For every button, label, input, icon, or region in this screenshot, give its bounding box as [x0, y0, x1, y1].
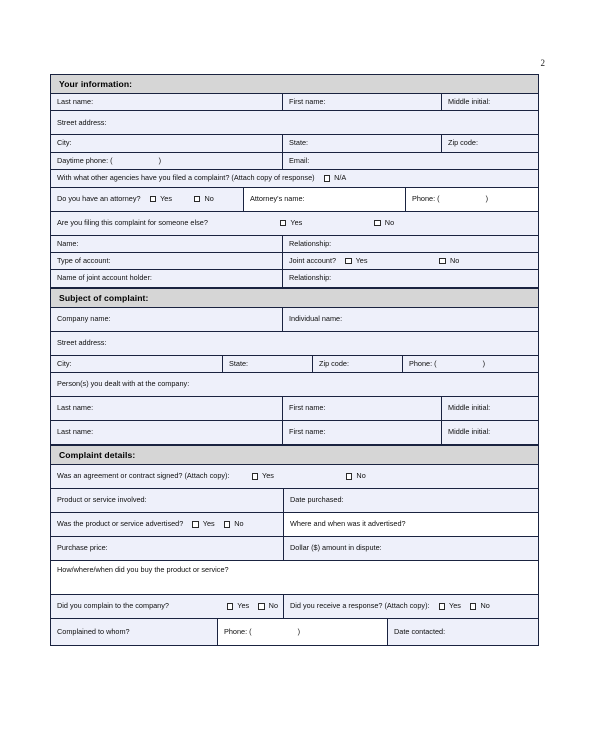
label-na: N/A: [334, 173, 347, 183]
row-name-relationship: [51, 236, 538, 253]
label-daytime-phone-close: ): [158, 155, 162, 165]
row-product-date: [51, 489, 538, 513]
field-complained-to-whom[interactable]: [51, 619, 218, 645]
label-attorney-yes: Yes: [160, 193, 172, 203]
checkbox-complain-no-icon[interactable]: [258, 603, 265, 610]
field-purchase-price[interactable]: [51, 537, 284, 560]
label-response-no: No: [480, 601, 490, 611]
label-agreement-yes: Yes: [262, 471, 274, 481]
label-joint-holder-name: Name of joint account holder:: [57, 273, 152, 283]
checkbox-filing-yes-icon[interactable]: [280, 220, 287, 227]
label-middle-initial: Middle initial:: [448, 97, 491, 106]
field-contact2-first-name[interactable]: [283, 421, 442, 444]
field-attorney-phone[interactable]: [406, 188, 538, 211]
row-city-state-zip: [51, 135, 538, 152]
label-daytime-phone: Daytime phone: (: [57, 155, 113, 165]
label-contact2-first-name: First name:: [289, 427, 326, 437]
label-subject-zip-code: Zip code:: [319, 358, 350, 368]
row-subject-city-state-zip-phone: [51, 356, 538, 373]
field-contact1-middle-initial[interactable]: [442, 397, 538, 420]
row-advertised: [51, 513, 538, 537]
field-how-where-when[interactable]: [51, 561, 538, 594]
option-attorney-yes[interactable]: [150, 195, 172, 203]
option-agreement-yes[interactable]: [252, 472, 274, 480]
field-state[interactable]: [283, 135, 442, 151]
field-type-of-account[interactable]: [51, 253, 283, 269]
field-was-advertised[interactable]: [51, 513, 284, 536]
checkbox-advertised-no-icon[interactable]: [224, 521, 231, 528]
option-complain-yes[interactable]: [227, 602, 249, 610]
field-email[interactable]: [283, 153, 538, 169]
complaint-form: [50, 74, 539, 646]
label-other-agencies: With what other agencies have you filed a complaint? (Attach copy of response): [57, 173, 315, 183]
field-street-address[interactable]: [51, 111, 538, 134]
field-dollar-amount[interactable]: [284, 537, 538, 560]
page-number: 2: [540, 58, 545, 68]
label-have-attorney: Do you have an attorney?: [57, 193, 141, 203]
option-na[interactable]: [324, 174, 347, 182]
label-where-advertised: Where and when was it advertised?: [290, 519, 406, 529]
label-joint-yes: Yes: [355, 255, 368, 265]
row-complain-response: [51, 595, 538, 619]
label-individual-name: Individual name:: [289, 314, 343, 324]
row-complained-to-whom: [51, 619, 538, 645]
label-zip-code: Zip code:: [448, 138, 479, 148]
label-did-receive-response: Did you receive a response? (Attach copy):: [290, 601, 430, 611]
label-relationship: Relationship:: [289, 238, 332, 248]
field-did-receive-response[interactable]: [284, 595, 538, 618]
section-header-complaint-details: Complaint details:: [51, 445, 538, 465]
label-purchase-price: Purchase price:: [57, 543, 108, 553]
option-complain-no[interactable]: [258, 602, 278, 610]
label-response-yes: Yes: [449, 601, 461, 611]
field-contact2-middle-initial[interactable]: [442, 421, 538, 444]
field-subject-city[interactable]: [51, 356, 223, 372]
row-price-dispute: [51, 537, 538, 561]
checkbox-attorney-no-icon[interactable]: [194, 196, 201, 203]
label-subject-phone: Phone: (: [409, 358, 437, 368]
label-dollar-amount: Dollar ($) amount in dispute:: [290, 543, 382, 553]
option-response-no[interactable]: [470, 602, 490, 610]
label-date-contacted: Date contacted:: [394, 626, 446, 636]
label-attorney-phone: Phone: (: [412, 193, 440, 203]
field-last-name[interactable]: [51, 94, 283, 110]
option-joint-yes[interactable]: [345, 257, 367, 265]
label-did-complain: Did you complain to the company?: [57, 601, 169, 611]
row-attorney: [51, 188, 538, 212]
field-product-service[interactable]: [51, 489, 284, 512]
label-contact1-middle-initial: Middle initial:: [448, 403, 491, 413]
option-joint-no[interactable]: [439, 257, 459, 265]
field-did-complain[interactable]: [51, 595, 284, 618]
checkbox-response-no-icon[interactable]: [470, 603, 477, 610]
row-filing-for-someone: [51, 212, 538, 236]
row-how-where-when: [51, 561, 538, 595]
option-agreement-no[interactable]: [346, 472, 366, 480]
section-header-your-information: Your information:: [51, 75, 538, 94]
field-subject-state[interactable]: [223, 356, 313, 372]
label-subject-street-address: Street address:: [57, 338, 107, 348]
checkbox-filing-no-icon[interactable]: [374, 220, 381, 227]
label-was-advertised: Was the product or service advertised?: [57, 519, 184, 529]
label-complain-yes: Yes: [237, 601, 250, 611]
field-city[interactable]: [51, 135, 283, 151]
label-state: State:: [289, 138, 309, 148]
field-individual-name[interactable]: [283, 308, 538, 331]
label-subject-state: State:: [229, 358, 249, 368]
field-joint-holder-name[interactable]: [51, 270, 283, 286]
option-attorney-no[interactable]: [194, 195, 214, 203]
row-other-agencies: [51, 170, 538, 187]
label-subject-phone-close: ): [482, 358, 486, 368]
field-filing-for-someone[interactable]: [51, 212, 538, 235]
row-name: [51, 94, 538, 111]
field-subject-phone[interactable]: [403, 356, 538, 372]
field-have-attorney[interactable]: [51, 188, 244, 211]
field-first-name[interactable]: [283, 94, 442, 110]
field-date-purchased[interactable]: [284, 489, 538, 512]
label-contact2-middle-initial: Middle initial:: [448, 427, 491, 437]
label-agreement-no: No: [356, 471, 366, 481]
label-date-purchased: Date purchased:: [290, 495, 344, 505]
row-joint-holder: [51, 270, 538, 287]
label-advertised-yes: Yes: [202, 519, 215, 529]
field-date-contacted[interactable]: [388, 619, 538, 645]
checkbox-attorney-yes-icon[interactable]: [150, 196, 157, 203]
field-contact1-first-name[interactable]: [283, 397, 442, 420]
option-filing-no[interactable]: [374, 219, 394, 227]
checkbox-joint-no-icon[interactable]: [439, 258, 446, 265]
label-filing-yes: Yes: [290, 217, 303, 227]
label-how-where-when: How/where/when did you buy the product or service?: [57, 565, 229, 575]
row-type-of-account: [51, 253, 538, 270]
field-attorney-name[interactable]: [244, 188, 406, 211]
field-joint-relationship[interactable]: [283, 270, 538, 286]
label-persons-dealt-with: Person(s) you dealt with at the company:: [57, 379, 190, 389]
row-contact-name-2: [51, 421, 538, 445]
field-zip-code[interactable]: [442, 135, 538, 151]
label-subject-city: City:: [57, 358, 72, 368]
field-company-name[interactable]: [51, 308, 283, 331]
checkbox-na-icon[interactable]: [324, 175, 331, 182]
field-complained-phone[interactable]: [218, 619, 388, 645]
field-contact2-last-name[interactable]: [51, 421, 283, 444]
label-complained-phone-close: ): [297, 626, 301, 636]
label-city: City:: [57, 138, 72, 148]
field-subject-zip-code[interactable]: [313, 356, 403, 372]
checkbox-joint-yes-icon[interactable]: [345, 258, 352, 265]
option-advertised-yes[interactable]: [192, 520, 214, 528]
row-phone-email: [51, 153, 538, 170]
label-company-name: Company name:: [57, 314, 111, 324]
label-attorney-phone-close: ): [485, 193, 489, 203]
label-contact1-first-name: First name:: [289, 403, 326, 413]
checkbox-agreement-yes-icon[interactable]: [252, 473, 259, 480]
label-complained-phone: Phone: (: [224, 626, 252, 636]
checkbox-agreement-no-icon[interactable]: [346, 473, 353, 480]
field-other-agencies[interactable]: [51, 170, 538, 186]
row-persons-dealt-with: [51, 373, 538, 397]
field-name[interactable]: [51, 236, 283, 252]
label-product-service: Product or service involved:: [57, 495, 147, 505]
row-company-individual: [51, 308, 538, 332]
label-street-address: Street address:: [57, 117, 107, 127]
row-street-address: [51, 111, 538, 135]
section-header-subject-of-complaint: Subject of complaint:: [51, 288, 538, 308]
option-advertised-no[interactable]: [224, 520, 244, 528]
row-contact-name-1: [51, 397, 538, 421]
label-attorney-name: Attorney's name:: [250, 193, 305, 203]
label-agreement-signed: Was an agreement or contract signed? (Attach copy):: [57, 471, 230, 481]
label-joint-no: No: [449, 255, 460, 265]
field-joint-account[interactable]: [283, 253, 538, 269]
option-filing-yes[interactable]: [280, 219, 302, 227]
field-daytime-phone[interactable]: [51, 153, 283, 169]
checkbox-response-yes-icon[interactable]: [439, 603, 446, 610]
label-last-name: Last name:: [57, 97, 94, 106]
label-filing-for-someone: Are you filing this complaint for someone else?: [57, 217, 208, 227]
label-first-name: First name:: [289, 97, 326, 106]
label-joint-account: Joint account?: [289, 255, 337, 265]
label-name: Name:: [57, 238, 79, 248]
field-contact1-last-name[interactable]: [51, 397, 283, 420]
field-relationship[interactable]: [283, 236, 538, 252]
label-filing-no: No: [384, 217, 395, 227]
row-subject-street-address: [51, 332, 538, 356]
row-agreement-signed: [51, 465, 538, 489]
label-joint-relationship: Relationship:: [289, 273, 332, 283]
checkbox-complain-yes-icon[interactable]: [227, 603, 234, 610]
label-contact1-last-name: Last name:: [57, 403, 94, 413]
field-where-advertised[interactable]: [284, 513, 538, 536]
checkbox-advertised-yes-icon[interactable]: [192, 521, 199, 528]
field-agreement-signed[interactable]: [51, 465, 538, 488]
label-type-of-account: Type of account:: [57, 255, 111, 265]
label-contact2-last-name: Last name:: [57, 427, 94, 437]
label-attorney-no: No: [204, 193, 214, 203]
field-persons-dealt-with[interactable]: [51, 373, 538, 396]
label-email: Email:: [289, 155, 310, 165]
label-complain-no: No: [268, 601, 278, 611]
label-complained-to-whom: Complained to whom?: [57, 626, 130, 636]
option-response-yes[interactable]: [439, 602, 461, 610]
field-subject-street-address[interactable]: [51, 332, 538, 355]
field-middle-initial[interactable]: [442, 94, 538, 110]
label-advertised-no: No: [234, 519, 244, 529]
